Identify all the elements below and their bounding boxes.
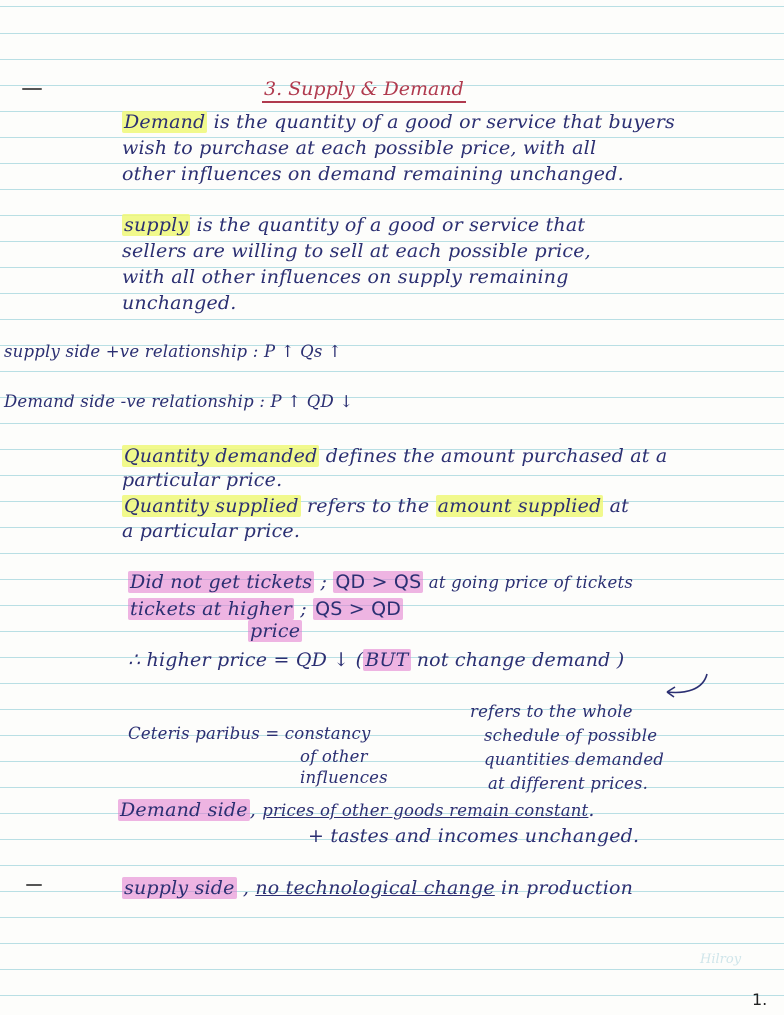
quantity-supplied-line-1: Quantity supplied refers to the amount supplied at: [124, 495, 629, 517]
supply-side-line: supply side , no technological change in production: [124, 877, 634, 899]
demand-definition-line-3: other influences on demand remaining unchanged.: [122, 163, 624, 185]
notebook-brand-watermark: Hilroy: [700, 952, 742, 967]
qd-greater-qs: QD > QS: [335, 571, 422, 593]
tickets-line-1: Did not get tickets ; QD > QS at going price of tickets: [130, 571, 633, 593]
demand-side-line-1: Demand side , prices of other goods remain constant.: [120, 799, 595, 821]
price-word: price: [250, 620, 301, 642]
quantity-demanded-line-1: Quantity demanded defines the amount purchased at a: [124, 445, 668, 467]
supply-side-relationship: supply side +ve relationship : P ↑ Qs ↑: [4, 342, 343, 361]
quantity-demanded-line-2: particular price.: [122, 469, 283, 491]
ceteris-note-line-4: at different prices.: [488, 774, 649, 793]
therefore-line: ∴ higher price = QD ↓ ( BUT not change demand ): [128, 649, 625, 671]
supply-definition-line-1: supply is the quantity of a good or service that: [124, 214, 586, 236]
prices-constant-underline: prices of other goods remain constant: [262, 801, 589, 820]
margin-mark: [22, 88, 42, 90]
margin-mark: [26, 884, 42, 886]
tickets-at-higher: tickets at higher: [130, 598, 292, 620]
quantity-demanded-term: Quantity demanded: [124, 445, 318, 467]
page-title: 3. Supply & Demand: [262, 78, 466, 103]
tickets-line-2: tickets at higher ; QS > QD: [130, 598, 402, 620]
quantity-supplied-line-2: a particular price.: [122, 520, 301, 542]
demand-side-relationship: Demand side -ve relationship : P ↑ QD ↓: [4, 392, 354, 411]
demand-term: Demand: [124, 111, 206, 133]
amount-supplied-highlight: amount supplied: [437, 495, 602, 517]
ceteris-note-line-1: refers to the whole: [470, 702, 633, 721]
ceteris-paribus-line-2: of other: [300, 747, 368, 766]
demand-side-line-2: + tastes and incomes unchanged.: [308, 825, 640, 847]
supply-definition-line-3: with all other influences on supply remaining: [122, 266, 569, 288]
ceteris-paribus-line-1: Ceteris paribus = constancy: [128, 724, 371, 743]
page-number: 1.: [752, 990, 768, 1009]
tickets-line-3: [248, 619, 302, 643]
supply-term: supply: [124, 214, 189, 236]
demand-side-highlight: Demand side: [120, 799, 248, 821]
but-highlight: BUT: [365, 649, 409, 671]
did-not-get-tickets: Did not get tickets: [130, 571, 313, 593]
demand-definition-line-2: wish to purchase at each possible price, with all: [122, 137, 597, 159]
supply-definition-line-2: sellers are willing to sell at each possible price,: [122, 240, 591, 262]
supply-definition-line-4: unchanged.: [122, 292, 237, 314]
curved-arrow-icon: [655, 672, 715, 702]
quantity-supplied-term: Quantity supplied: [124, 495, 299, 517]
supply-side-highlight: supply side: [124, 877, 235, 899]
ceteris-note-line-2: schedule of possible: [484, 726, 658, 745]
ceteris-paribus-line-3: influences: [300, 768, 388, 787]
qs-greater-qd: QS > QD: [315, 598, 402, 620]
no-tech-change-underline: no technological change: [255, 877, 495, 899]
demand-definition-line-1: Demand is the quantity of a good or service that buyers: [124, 111, 675, 133]
ceteris-note-line-3: quantities demanded: [484, 750, 665, 769]
